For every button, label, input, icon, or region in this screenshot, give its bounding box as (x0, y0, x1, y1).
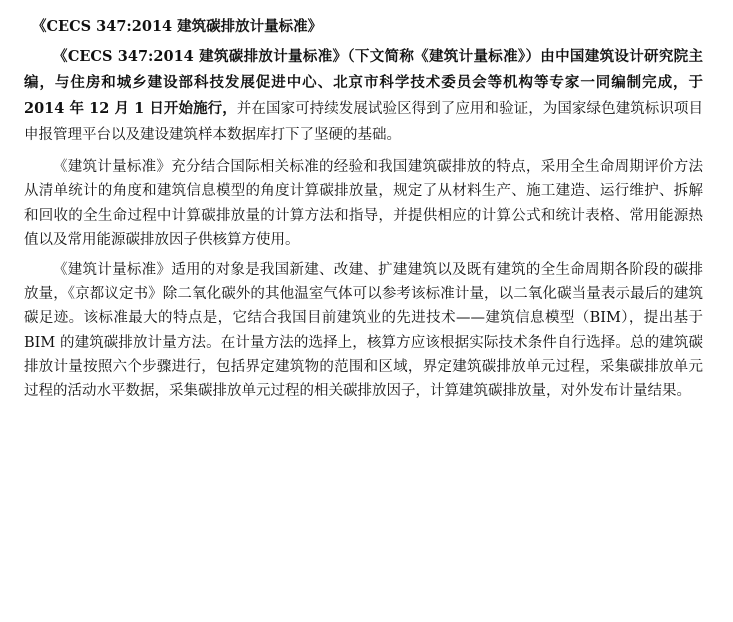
paragraph-1-normal-text: 并在国家可持续发展试验区得到了应用和验证，为国家绿色建筑标识项目申报管理平台以及建设建筑样本数据库打下了坚硬的基础。 (24, 100, 703, 144)
paragraph-1-bold-text: 《CECS 347:2014 建筑碳排放计量标准》（下文简称《建筑计量标准》）由中国建筑设计研究院主编，与住房和城乡建设部科技发展促进中心、北京市科学技术委员会等机构等专家一同编制完成，于 2014 年 12 月 1 日开始施行， (24, 48, 703, 117)
paragraph-1 (24, 44, 703, 149)
paragraph-3: 《建筑计量标准》适用的对象是我国新建、改建、扩建建筑以及既有建筑的全生命周期各阶段的碳排放量，《京都议定书》除二氧化碳外的其他温室气体可以参考该标准计量，以二氧化碳当量表示最后的建筑碳足迹。该标准最大的特点是，它结合我国目前建筑业的先进技术——建筑信息模型（BIM），提出基于 BIM 的建筑碳排放计量方法。在计量方法的选择上，核算方应该根据实际技术条件自行选择。总的建筑碳排放计量按照六个步骤进行，包括界定建筑物的范围和区域，界定建筑碳排放单元过程，采集碳排放单元过程的活动水平数据，采集碳排放单元过程的相关碳排放因子，计算建筑碳排放量，对外发布计量结果。 (24, 262, 703, 400)
document-heading: 《CECS 347:2014 建筑碳排放计量标准》 (32, 18, 323, 35)
paragraph-2: 《建筑计量标准》充分结合国际相关标准的经验和我国建筑碳排放的特点，采用全生命周期评价方法从清单统计的角度和建筑信息模型的角度计算碳排放量，规定了从材料生产、施工建造、运行维护、拆解和回收的全生命过程中计算碳排放量的计算方法和指导，并提供相应的计算公式和统计表格、常用能源热值以及常用能源碳排放因子供核算方使用。 (24, 159, 703, 248)
